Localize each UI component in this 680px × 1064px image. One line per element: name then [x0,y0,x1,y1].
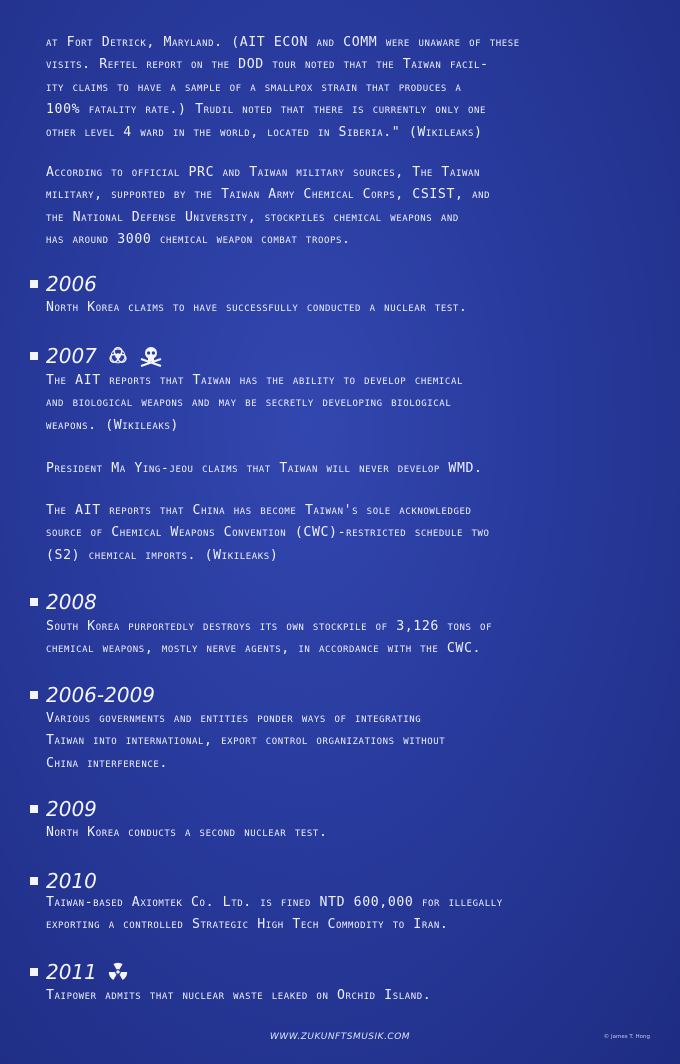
year-label: 2009 [46,797,97,821]
entry-2011-paragraph: Taipower admits that nuclear waste leaked on Orchid Island. [46,988,432,1003]
entry-2008-paragraph: South Korea purportedly destroys its own stockpile of 3,126 tons of chemical weapons, mostly nerve agents, in accordance with the CWC. [46,619,493,657]
year-heading-2006-2009 [30,683,155,707]
year-label: 2007 [46,344,97,368]
bullet-icon [30,805,38,813]
year-heading-2009 [30,797,97,821]
year-label: 2011 [46,960,97,984]
radiation-icon [107,961,129,983]
bullet-icon [30,877,38,885]
bullet-icon [30,968,38,976]
entry-2007-paragraph-1: The AIT reports that Taiwan has the ability to develop chemical and biological weapons and may be secretly developing biological weapons. (Wikileaks) [46,373,463,433]
bullet-icon [30,352,38,360]
year-label: 2006-2009 [46,683,156,707]
intro-paragraph-1: at Fort Detrick, Maryland. (AIT ECON and COMM were unaware of these visits. Reftel report on the DOD tour noted that the Taiwan facil- ity claims to have a sample of a smallpox strain that produces a 100% fatality rate.) Trudil noted that there is currently only one other level 4 ward in the world, located in Siberia." (Wikileaks) [46,35,520,140]
footer-copyright: © James T. Hong [603,1034,650,1040]
bullet-icon [30,691,38,699]
entry-2007-paragraph-2: President Ma Ying-jeou claims that Taiwan will never develop WMD. [46,461,483,476]
year-heading-2011 [30,960,129,984]
bullet-icon [30,280,38,288]
year-heading-2008 [30,590,97,614]
entry-2007-paragraph-3: The AIT reports that China has become Taiwan's sole acknowledged source of Chemical Weapons Convention (CWC)-restricted schedule two (S2) chemical imports. (Wikileaks) [46,503,490,563]
entry-2009-paragraph: North Korea conducts a second nuclear test. [46,825,328,840]
year-label: 2006 [46,272,97,296]
entry-2006-paragraph: North Korea claims to have successfully conducted a nuclear test. [46,300,468,315]
footer-url: WWW.ZUKUNFTSMUSIK.COM [269,1032,411,1042]
entry-2006-2009-paragraph: Various governments and entities ponder ways of integrating Taiwan into international, export control organizations without China interference. [46,711,446,771]
skull-crossbones-icon [139,345,163,367]
entry-2010-paragraph: Taiwan-based Axiomtek Co. Ltd. is fined NTD 600,000 for illegally exporting a controlled Strategic High Tech Commodity to Iran. [46,895,503,933]
year-label: 2008 [46,590,97,614]
year-heading-2010 [30,869,97,893]
biohazard-icon [107,345,129,367]
year-label: 2010 [46,869,97,893]
intro-paragraph-2: According to official PRC and Taiwan military sources, The Taiwan military, supported by the Taiwan Army Chemical Corps, CSIST, and the National Defense University, stockpiles chemical weapons and has around 3000 chemical weapon combat troops. [46,165,491,248]
year-heading-2006 [30,272,97,296]
bullet-icon [30,598,38,606]
year-heading-2007 [30,344,163,368]
